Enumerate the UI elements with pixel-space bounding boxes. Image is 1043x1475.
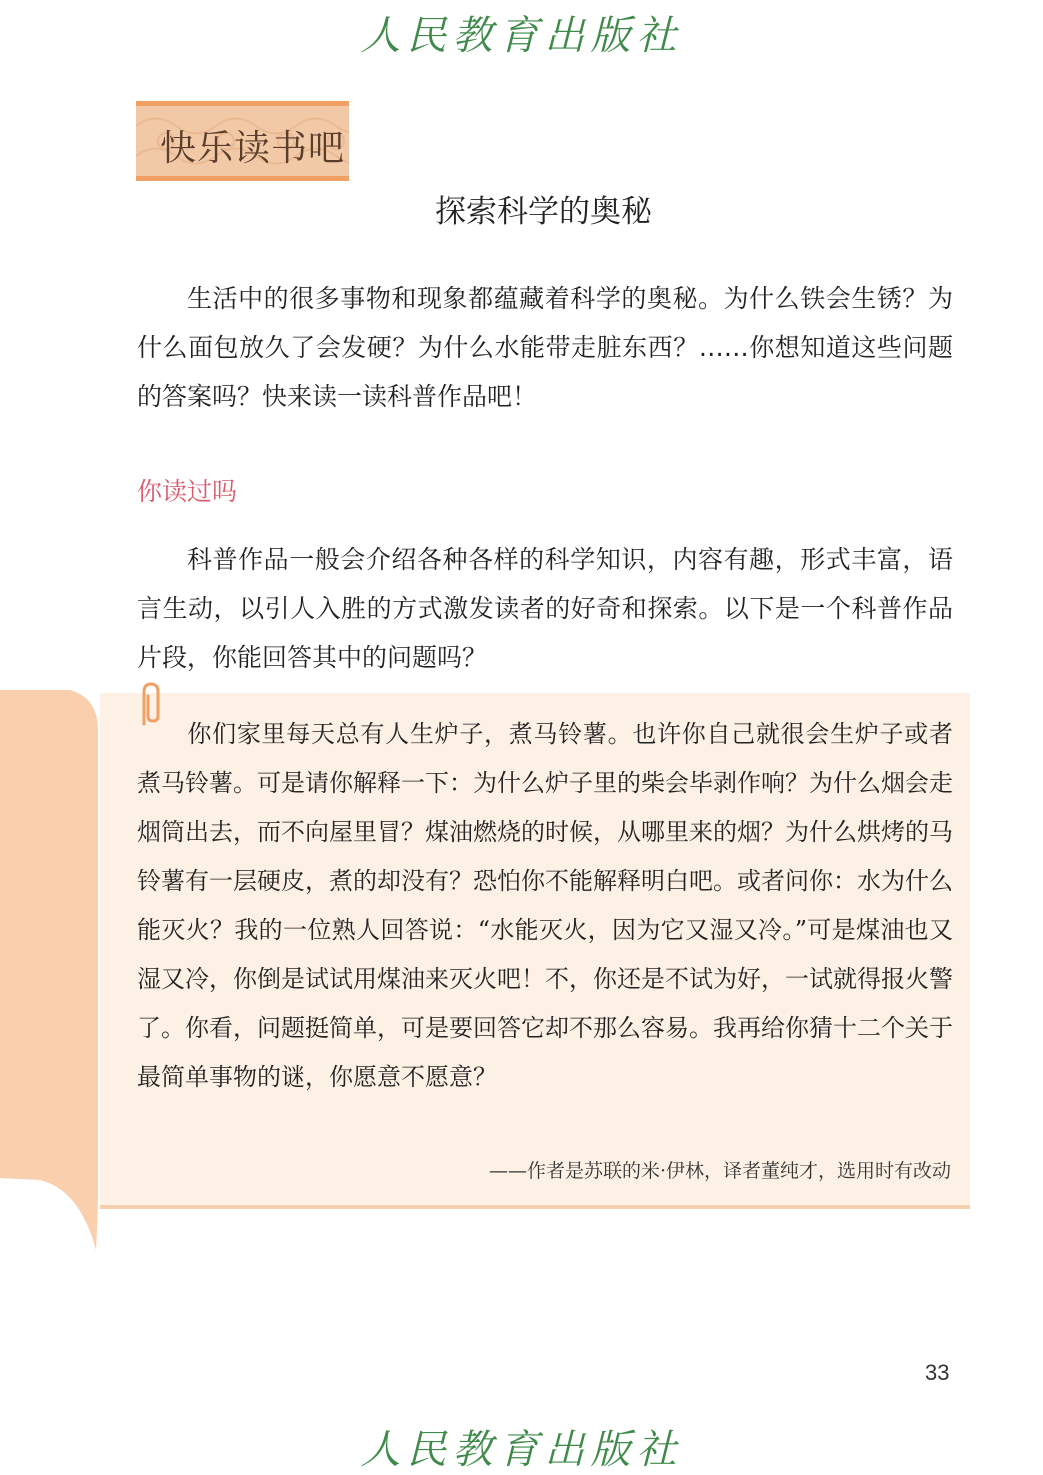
section-banner	[136, 101, 349, 181]
excerpt-text: 你们家里每天总有人生炉子，煮马铃薯。也许你自己就很会生炉子或者煮马铃薯。可是请你解释一下：为什么炉子里的柴会毕剥作响？为什么烟会走烟筒出去，而不向屋里冒？煤油燃烧的时候，从哪里来的烟？为什么烘烤的马铃薯有一层硬皮，煮的却没有？恐怕你不能解释明白吧。或者问你：水为什么能灭火？我的一位熟人回答说：“水能灭火，因为它又湿又冷。”可是煤油也又湿又冷，你倒是试试用煤油来灭火吧！不，你还是不试为好，一试就得报火警了。你看，问题挺简单，可是要回答它却不那么容易。我再给你猜十二个关于最简单事物的谜，你愿意不愿意？	[137, 720, 953, 1091]
intro-paragraph: 生活中的很多事物和现象都蕴藏着科学的奥秘。为什么铁会生锈？为什么面包放久了会发硬？为什么水能带走脏东西？……你想知道这些问题的答案吗？快来读一读科普作品吧！	[137, 284, 953, 411]
publisher-watermark-top: 人民教育出版社	[360, 13, 683, 59]
page-curl-decoration	[0, 690, 100, 1250]
section-paragraph: 科普作品一般会介绍各种各样的科学知识，内容有趣，形式丰富，语言生动，以引人入胜的方式激发读者的好奇和探索。以下是一个科普作品片段，你能回答其中的问题吗？	[137, 545, 953, 672]
excerpt-attribution: ——作者是苏联的米·伊林，译者董纯才，选用时有改动	[488, 1160, 951, 1182]
publisher-watermark-bottom: 人民教育出版社	[360, 1427, 683, 1473]
section-heading: 你读过吗	[137, 477, 238, 506]
page-title: 探索科学的奥秘	[435, 194, 652, 230]
banner-title: 快乐读书吧	[160, 128, 346, 169]
page-number: 33	[925, 1360, 950, 1385]
